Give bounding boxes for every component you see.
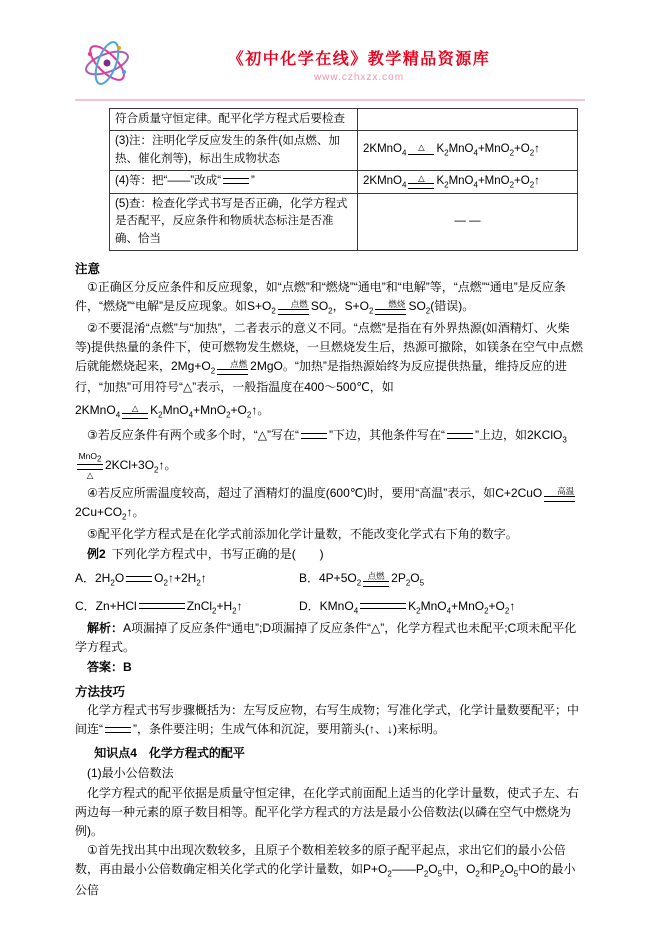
answer-label: 答案： xyxy=(87,659,124,674)
kp4-paragraph-1: 化学方程式的配平依据是质量守恒定律，在化学式前面配上适当的化学计量数，使式子左、右两边每一种元素的原子数目相等。配平化学方程式的方法是最小公倍数法(以磷在空气中燃烧为例)。 xyxy=(75,785,580,838)
site-title: 《初中化学在线》教学精品资源库 xyxy=(227,51,491,68)
example-section xyxy=(75,545,585,677)
example-label: 例2 xyxy=(87,547,106,562)
reaction-condition-equals xyxy=(301,433,327,439)
method-body: 化学方程式书写步骤概括为：左写反应物，右写生成物；写准化学式，化学计量数要配平；中间连“ ”，条件要注明；生成气体和沉淀，要用箭头(↑、↓)来标明。 xyxy=(75,702,580,736)
example-question-line xyxy=(75,545,585,564)
reaction-condition-equals: 燃烧 xyxy=(375,299,406,315)
option-b: B．$4P+5O_2$ 点燃 $2P_2O_5$ xyxy=(299,570,425,588)
table-row xyxy=(110,194,578,251)
answer-line xyxy=(75,658,585,677)
analysis-label: 解析： xyxy=(87,620,124,635)
reaction-condition-equals xyxy=(139,603,185,609)
site-header xyxy=(75,40,585,101)
reaction-condition-equals xyxy=(126,576,152,582)
option-d: D．KMnO$_4$ $K_2MnO_4+MnO_2+O_2↑$ xyxy=(299,598,516,615)
reaction-condition-equals xyxy=(223,178,249,184)
reaction-condition-equals: MnO$_2$ △ xyxy=(78,450,102,481)
notice-equation-line: MnO$_2$ △ $2KCl+3O_2↑$。 xyxy=(78,450,177,481)
site-logo-icon xyxy=(81,40,133,91)
kp4-subheading: (1)最小公倍数法 xyxy=(87,765,174,780)
table-row xyxy=(110,170,578,193)
reaction-condition-equals: 点燃 xyxy=(363,571,389,587)
table-row xyxy=(110,109,578,131)
knowledge-point-heading: 知识点4 化学方程式的配平 xyxy=(94,745,245,760)
option-a: A．$2H_2O$ $O_2↑+2H_2↑$ xyxy=(75,571,207,588)
analysis-text: A项漏掉了反应条件“通电”;D项漏掉了反应条件“△”，化学方程式也未配平;C项未配平化学方程式。 xyxy=(75,620,577,654)
analysis-line xyxy=(75,619,585,657)
reaction-condition-equals xyxy=(447,433,473,439)
notice-item-5: ⑤配平化学方程式是在化学式前添加化学计量数，不能改变化学式右下角的数字。 xyxy=(87,527,518,542)
knowledge-point-section xyxy=(75,744,585,901)
step-example-cell: 2KMnO$_4$ △ $K_2MnO_4+MnO_2+O_2↑$ xyxy=(358,170,578,193)
step-example-cell xyxy=(358,109,578,131)
table-row xyxy=(110,131,578,171)
notice-item-3: ③若反应条件有两个或多个时，“△”写在“ ”下边，其他条件写在“ ”上边，如2KClO$_3$ xyxy=(87,427,567,445)
reaction-condition-equals: 点燃 xyxy=(217,359,248,375)
notice-item-4: ④若反应所需温度较高，超过了酒精灯的温度(600℃)时，要用“高温”表示，如C+2CuO 高温 $2Cu+CO_2↑$。 xyxy=(75,486,575,522)
notice-item-2: ②不要混淆“点燃”与“加热”，二者表示的意义不同。“点燃”是指在有外界热源(如酒精灯、火柴等)提供热量的条件下，使可燃物发生燃烧，一旦燃烧发生后，热源可撤除，如镁条在空气中点燃后就能燃烧起来，$2Mg+O_2$ 点燃 2MgO。“加热”是指热源始终为反应提供热量，维持反应的进行，“加热”可用符号“△”表示，一般指温度在400～500℃，如 xyxy=(75,320,583,394)
steps-table xyxy=(109,108,578,251)
kp4-paragraph-2: ①首先找出其中出现次数较多，且原子个数相差较多的原子配平起点，求出它们的最小公倍数，再由最小公倍数确定相关化学式的化学计量数，如$P+O_2——P_2O_5$中，$O_2$和$P_2O_5$中O的最小公倍 xyxy=(75,843,576,898)
reaction-condition-equals xyxy=(360,603,406,609)
notice-item-1: ①正确区分反应条件和反应现象，如“点燃”和“燃烧”“通电”和“电解”等，“点燃”“通电”是反应条件，“燃烧”“电解”是反应现象。如$S+O_2$ 点燃 $SO_2$，$S+O_2$ 燃烧 $SO_2$(错误)。 xyxy=(75,279,566,316)
answer-value: B xyxy=(123,659,132,674)
step-desc-cell: (3)注：注明化学反应发生的条件(如点燃、加热、催化剂等)，标出生成物状态 xyxy=(110,131,358,171)
reaction-condition-equals: 点燃 xyxy=(278,299,309,315)
notice-section xyxy=(75,259,585,544)
site-url: www.czhxzx.com xyxy=(313,72,405,83)
reaction-condition-equals: 高温 xyxy=(544,486,575,502)
reaction-condition-equals: △ xyxy=(408,173,434,189)
example-options xyxy=(75,569,585,615)
notice-equation-line: 2KMnO$_4$ △ $K_2MnO_4+MnO_2+O_2↑$。 xyxy=(75,402,270,420)
method-section xyxy=(75,682,585,739)
step-desc-cell: (4)等：把“——”改成“ ” xyxy=(110,170,358,193)
example-question-text: 下列化学方程式中，书写正确的是( ) xyxy=(111,547,324,562)
reaction-condition-equals xyxy=(105,727,131,733)
option-c: C．Zn+HCl $ZnCl_2+H_2↑$ xyxy=(75,598,243,615)
header-text-block xyxy=(133,46,585,83)
method-heading: 方法技巧 xyxy=(75,684,126,699)
step-desc-cell: (5)查：检查化学式书写是否正确，化学方程式是否配平，反应条件和物质状态标注是否准确、恰当 xyxy=(110,194,358,251)
reaction-condition-equals: △ xyxy=(408,142,434,157)
step-desc-cell: 符合质量守恒定律。配平化学方程式后要检查 xyxy=(110,109,358,131)
step-example-cell: 2KMnO$_4$ △ $K_2MnO_4+MnO_2+O_2↑$ xyxy=(358,131,578,171)
notice-heading: 注意 xyxy=(75,261,101,276)
reaction-condition-equals: △ xyxy=(122,403,148,419)
step-example-cell: — — xyxy=(358,194,578,251)
